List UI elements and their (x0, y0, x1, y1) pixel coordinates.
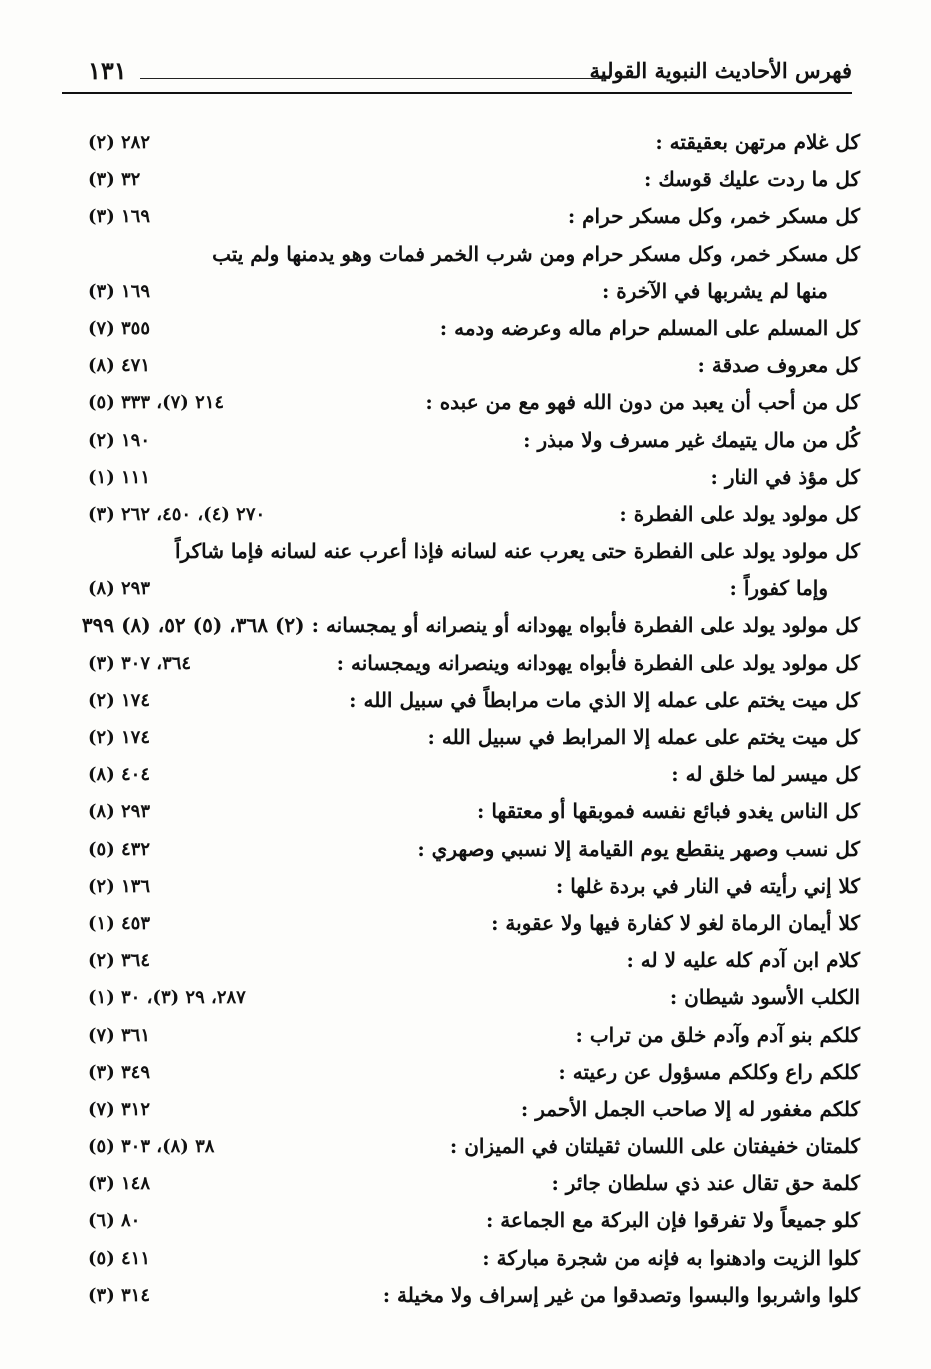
index-entry (60, 868, 860, 905)
hadith-text: كل مولود يولد على الفطرة : (619, 501, 860, 526)
hadith-index-list (60, 124, 860, 1314)
volume-page-reference: ٣٦٤، ٣٠٧ (٣) (88, 652, 192, 674)
volume-page-reference: ٣٦١ (٧) (88, 1024, 151, 1046)
hadith-text: كل ميت يختم على عمله إلا المرابط في سبيل الله : (427, 725, 860, 749)
index-entry (60, 236, 860, 310)
entry-line (60, 793, 860, 830)
hadith-text: كلكم مغفور له إلا صاحب الجمل الأحمر : (520, 1096, 860, 1121)
index-entry (60, 1277, 860, 1314)
volume-page-reference: ٢٩٣ (٨) (88, 801, 151, 823)
hadith-text: كلمتان خفيفتان على اللسان ثقيلتان في الميزان : (449, 1134, 860, 1159)
entry-line (60, 459, 860, 496)
hadith-text: كل نسب وصهر ينقطع يوم القيامة إلا نسبي وصهري : (417, 836, 860, 861)
entry-line (60, 124, 860, 161)
volume-page-reference: ١٤٨ (٣) (88, 1173, 151, 1195)
index-entry (60, 1128, 860, 1165)
volume-page-reference: ٤٥٣ (١) (88, 912, 151, 934)
index-entry (60, 905, 860, 942)
index-entry (60, 979, 860, 1016)
hadith-text: كل مؤذ في النار : (710, 464, 860, 489)
entry-line (60, 1017, 860, 1054)
index-entry (60, 645, 860, 682)
hadith-text: كل معروف صدقة : (697, 353, 860, 378)
hadith-text: كل الناس يغدو فبائع نفسه فموبقها أو معتقها : (477, 799, 860, 824)
volume-page-reference: ٣٤٩ (٣) (88, 1061, 151, 1083)
volume-page-reference: ٣١٢ (٧) (88, 1098, 151, 1120)
entry-line (60, 384, 860, 421)
index-entry (60, 1017, 860, 1054)
hadith-text: كل مولود يولد على الفطرة فأبواه يهودانه أو ينصرانه أو يمجسانه : (٢) ٣٦٨، (٥) ٥٢، (٨) ٣٩٩ (81, 613, 860, 638)
index-entry (60, 1165, 860, 1202)
volume-page-reference: ٢٨٢ (٢) (88, 132, 151, 153)
volume-page-reference: ٣٢ (٣) (88, 169, 141, 191)
index-entry (60, 756, 860, 793)
index-entry (60, 198, 860, 235)
index-entry (60, 1091, 860, 1128)
index-entry (60, 533, 860, 607)
volume-page-reference: ٢٧٠ (٤)، ٤٥٠، ٢٦٢ (٣) (88, 503, 266, 525)
volume-page-reference: ٣٦٤ (٢) (88, 950, 151, 972)
hadith-text: كلوا واشربوا والبسوا وتصدقوا من غير إسراف ولا مخيلة : (382, 1282, 860, 1307)
entry-line (60, 905, 860, 942)
volume-page-reference: ١١١ (١) (88, 466, 151, 488)
volume-page-reference: ٤٣٢ (٥) (88, 838, 151, 860)
entry-line (60, 533, 860, 570)
index-entry (60, 124, 860, 161)
index-entry (60, 459, 860, 496)
hadith-text: كل غلام مرتهن بعقيقته : (655, 130, 860, 154)
entry-line (60, 1091, 860, 1128)
volume-page-reference: ١٧٤ (٢) (88, 689, 151, 711)
entry-line (60, 347, 860, 384)
hadith-text: كلا إني رأيته في النار في بردة غلها : (555, 873, 860, 898)
hadith-text: كلكم بنو آدم وآدم خلق من تراب : (575, 1022, 860, 1047)
header-dash-line (140, 78, 610, 79)
volume-page-reference: ٣٨ (٨)، ٣٠٣ (٥) (88, 1136, 215, 1158)
index-entry (60, 422, 860, 459)
volume-page-reference: ٨٠ (٦) (88, 1210, 141, 1232)
volume-page-reference: ١٣٦ (٢) (88, 875, 151, 897)
hadith-text: منها لم يشربها في الآخرة : (601, 278, 828, 303)
hadith-text: كلا أيمان الرماة لغو لا كفارة فيها ولا عقوبة : (491, 910, 860, 935)
entry-line (60, 1277, 860, 1314)
entry-line (60, 161, 860, 198)
entry-continuation-line (60, 570, 860, 607)
index-entry (60, 1202, 860, 1239)
volume-page-reference: ٣١٤ (٣) (88, 1284, 151, 1306)
entry-line (60, 1202, 860, 1239)
hadith-text: كلو جميعاً ولا تفرقوا فإن البركة مع الجماعة : (485, 1208, 860, 1233)
index-entry (60, 719, 860, 756)
volume-page-reference: ٣٥٥ (٧) (88, 317, 151, 339)
volume-page-reference: ١٦٩ (٣) (88, 280, 151, 302)
index-entry (60, 384, 860, 421)
hadith-text: كل ميسر لما خلق له : (671, 762, 860, 787)
hadith-text: كل من أحب أن يعبد من دون الله فهو مع من عبده : (425, 390, 860, 415)
index-entry (60, 310, 860, 347)
volume-page-reference: ٤٧١ (٨) (88, 355, 151, 377)
entry-line (60, 645, 860, 682)
entry-line (60, 198, 860, 235)
index-entry (60, 607, 860, 644)
hadith-text: كل مسكر خمر، وكل مسكر حرام : (567, 204, 860, 229)
header-title: فهرس الأحاديث النبوية القولية (589, 58, 852, 83)
entry-continuation-line (60, 273, 860, 310)
volume-page-reference: ١٩٠ (٢) (88, 429, 151, 451)
entry-line (60, 496, 860, 533)
index-entry (60, 1240, 860, 1277)
page-number: ١٣١ (88, 56, 127, 85)
volume-page-reference: ١٧٤ (٢) (88, 727, 151, 748)
hadith-text: كلمة حق تقال عند ذي سلطان جائر : (551, 1171, 860, 1196)
hadith-text: كل المسلم على المسلم حرام ماله وعرضه ودمه : (439, 315, 860, 340)
hadith-text: كل مولود يولد على الفطرة فأبواه يهودانه وينصرانه ويمجسانه : (336, 650, 860, 675)
hadith-text: كل ميت يختم على عمله إلا الذي مات مرابطاً في سبيل الله : (349, 687, 860, 712)
entry-line (60, 236, 860, 273)
volume-page-reference: ٤٠٤ (٨) (88, 764, 151, 786)
header-rule (62, 92, 852, 94)
hadith-text: الكلب الأسود شيطان : (669, 985, 860, 1010)
entry-line (60, 1128, 860, 1165)
volume-page-reference: ٢٨٧، ٢٩ (٣)، ٣٠ (١) (88, 987, 246, 1009)
volume-page-reference: ٢٩٣ (٨) (88, 578, 151, 600)
hadith-text: كل مولود يولد على الفطرة حتى يعرب عنه لسانه فإذا أعرب عنه لسانه فإما شاكراً (175, 539, 860, 564)
hadith-text: كُل من مال يتيمك غير مسرف ولا مبذر : (523, 427, 860, 452)
entry-line (60, 1240, 860, 1277)
hadith-text: كلوا الزيت وادهنوا به فإنه من شجرة مباركة : (482, 1245, 860, 1270)
entry-line (60, 607, 860, 644)
entry-line (60, 682, 860, 719)
entry-line (60, 979, 860, 1016)
volume-page-reference: ٤١١ (٥) (88, 1247, 151, 1269)
index-entry (60, 496, 860, 533)
index-entry (60, 942, 860, 979)
entry-line (60, 942, 860, 979)
index-entry (60, 161, 860, 198)
hadith-text: كل ما ردت عليك قوسك : (643, 167, 860, 192)
entry-line (60, 831, 860, 868)
volume-page-reference: ١٦٩ (٣) (88, 206, 151, 228)
hadith-text: كلام ابن آدم كله عليه لا له : (626, 948, 860, 973)
hadith-text: كل مسكر خمر، وكل مسكر حرام ومن شرب الخمر فمات وهو يدمنها ولم يتب (212, 241, 860, 266)
hadith-text: وإما كفوراً : (729, 576, 828, 601)
index-entry (60, 1054, 860, 1091)
running-header (62, 54, 852, 94)
entry-line (60, 719, 860, 756)
entry-line (60, 1165, 860, 1202)
entry-line (60, 422, 860, 459)
hadith-text: كلكم راع وكلكم مسؤول عن رعيته : (558, 1059, 860, 1084)
entry-line (60, 310, 860, 347)
volume-page-reference: ٢١٤ (٧)، ٣٣٣ (٥) (88, 392, 225, 414)
index-entry (60, 682, 860, 719)
index-entry (60, 831, 860, 868)
entry-line (60, 756, 860, 793)
entry-line (60, 868, 860, 905)
index-entry (60, 347, 860, 384)
entry-line (60, 1054, 860, 1091)
index-entry (60, 793, 860, 830)
